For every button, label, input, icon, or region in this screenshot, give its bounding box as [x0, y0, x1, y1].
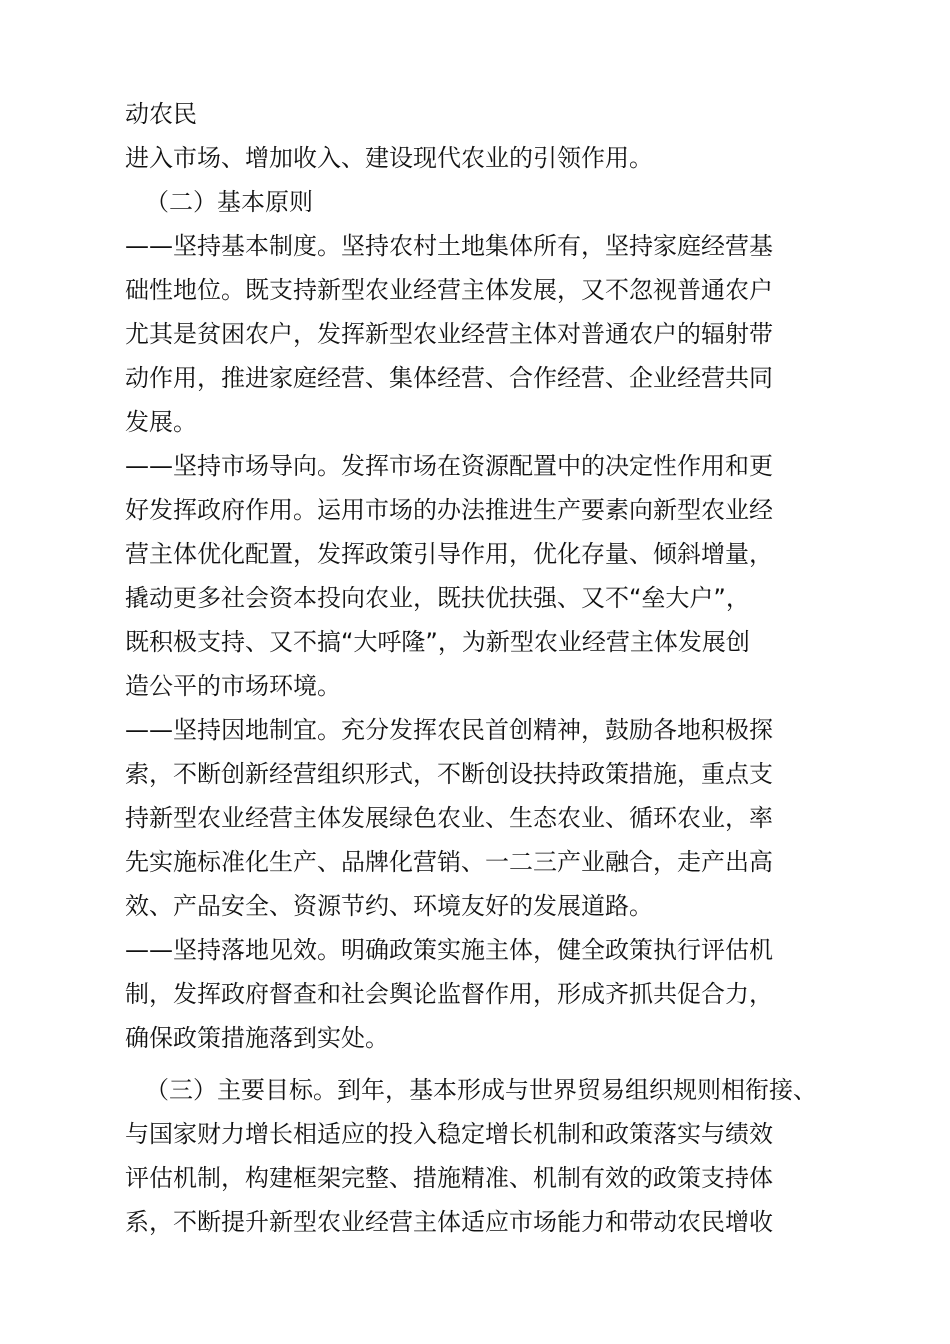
text-line: 础性地位。既支持新型农业经营主体发展，又不忽视普通农户	[125, 276, 773, 304]
text-line: 好发挥政府作用。运用市场的办法推进生产要素向新型农业经	[125, 496, 773, 524]
text-line: ——坚持因地制宜。充分发挥农民首创精神，鼓励各地积极探	[125, 716, 773, 744]
text-line: ——坚持基本制度。坚持农村土地集体所有，坚持家庭经营基	[125, 232, 773, 260]
text-line: 造公平的市场环境。	[125, 672, 341, 700]
text-line: 动农民	[125, 100, 197, 128]
text-line: 动作用，推进家庭经营、集体经营、合作经营、企业经营共同	[125, 364, 773, 392]
text-line: 系，不断提升新型农业经营主体适应市场能力和带动农民增收	[125, 1208, 773, 1236]
text-line: ——坚持市场导向。发挥市场在资源配置中的决定性作用和更	[125, 452, 773, 480]
text-line: 效、产品安全、资源节约、环境友好的发展道路。	[125, 892, 653, 920]
text-line: 制，发挥政府督查和社会舆论监督作用，形成齐抓共促合力，	[125, 980, 773, 1008]
text-line: 与国家财力增长相适应的投入稳定增长机制和政策落实与绩效	[125, 1120, 773, 1148]
text-line: 进入市场、增加收入、建设现代农业的引领作用。	[125, 144, 653, 172]
document-body	[125, 92, 830, 1244]
text-line: ——坚持落地见效。明确政策实施主体，健全政策执行评估机	[125, 936, 773, 964]
text-line: 索，不断创新经营组织形式，不断创设扶持政策措施，重点支	[125, 760, 773, 788]
text-line: 既积极支持、又不搞“大呼隆”，为新型农业经营主体发展创	[125, 628, 750, 656]
text-line: 营主体优化配置，发挥政策引导作用，优化存量、倾斜增量，	[125, 540, 773, 568]
text-line: 撬动更多社会资本投向农业，既扶优扶强、又不“垒大户”，	[125, 584, 750, 612]
text-line: 发展。	[125, 408, 197, 436]
text-line: 持新型农业经营主体发展绿色农业、生态农业、循环农业，率	[125, 804, 773, 832]
section-heading: （二）基本原则	[145, 188, 313, 216]
text-line: 确保政策措施落到实处。	[125, 1024, 389, 1052]
text-line: 先实施标准化生产、品牌化营销、一二三产业融合，走产出高	[125, 848, 773, 876]
section-heading: （三）主要目标。到年，基本形成与世界贸易组织规则相衔接、	[145, 1076, 817, 1104]
text-line: 尤其是贫困农户，发挥新型农业经营主体对普通农户的辐射带	[125, 320, 773, 348]
text-line: 评估机制，构建框架完整、措施精准、机制有效的政策支持体	[125, 1164, 773, 1192]
